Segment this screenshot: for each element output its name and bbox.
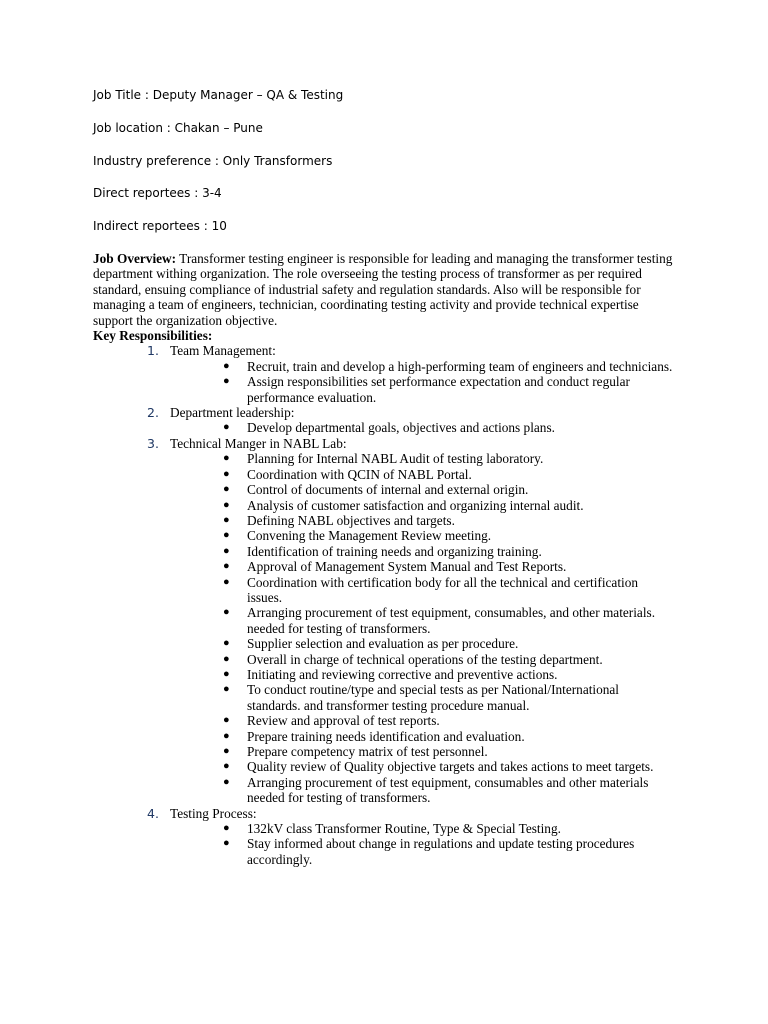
bullet-icon: ● (223, 760, 230, 773)
bullet-icon: ● (223, 837, 230, 850)
job-title: Job Title : Deputy Manager – QA & Testing (93, 88, 344, 102)
bullet-icon: ● (223, 606, 230, 619)
section-title: Department leadership: (170, 405, 295, 421)
list-item-text: Control of documents of internal and external origin. (247, 482, 529, 498)
list-item-text: Arranging procurement of test equipment, consumables, and other materials. needed for testing of transformers. (247, 605, 656, 636)
bullet-icon: ● (223, 529, 230, 542)
bullet-icon: ● (223, 822, 230, 835)
responsibility-section (93, 343, 673, 358)
list-item (223, 574, 673, 606)
list-item-text: To conduct routine/type and special tests as per National/International standards. and transformer testing procedure manual. (247, 682, 620, 713)
responsibility-section (93, 436, 673, 451)
bullet-icon: ● (223, 375, 230, 388)
job-overview (93, 251, 673, 328)
list-item (223, 713, 673, 729)
bullet-icon: ● (223, 575, 230, 588)
bullet-icon: ● (223, 544, 230, 557)
responsibility-section (93, 405, 673, 420)
bullet-icon: ● (223, 560, 230, 573)
list-item-text: Convening the Management Review meeting. (247, 528, 492, 544)
list-item (223, 605, 673, 636)
list-item (223, 774, 673, 806)
section-title: Team Management: (170, 343, 276, 359)
job-overview-label: Job Overview: (93, 251, 177, 266)
list-item-text: Arranging procurement of test equipment, consumables and other materials needed for testing of transformers. (247, 774, 649, 806)
list-item-text: Defining NABL objectives and targets. (247, 512, 455, 528)
list-item (223, 374, 673, 405)
bullet-icon: ● (223, 513, 230, 526)
list-item-text: Coordination with QCIN of NABL Portal. (247, 466, 472, 482)
bullet-list (93, 359, 673, 405)
list-item (223, 682, 673, 713)
list-item (223, 559, 673, 575)
document-body (93, 251, 673, 867)
list-item (223, 482, 673, 498)
bullet-icon: ● (223, 729, 230, 742)
responsibility-section (93, 806, 673, 821)
section-number: 4. (147, 805, 159, 821)
bullet-icon: ● (223, 359, 230, 372)
list-item (223, 651, 673, 667)
list-item-text: Prepare competency matrix of test personnel. (247, 744, 488, 759)
list-item (223, 821, 673, 837)
responsibility-sections (93, 343, 673, 867)
list-item-text: Recruit, train and develop a high-performing team of engineers and technicians. (247, 358, 673, 374)
bullet-icon: ● (223, 498, 230, 511)
section-number: 1. (147, 343, 159, 359)
list-item (223, 543, 673, 559)
list-item-text: Develop departmental goals, objectives and actions plans. (247, 420, 555, 436)
list-item (223, 451, 673, 467)
list-item (223, 636, 673, 652)
bullet-icon: ● (223, 667, 230, 680)
list-item-text: Quality review of Quality objective targets and takes actions to meet targets. (247, 759, 654, 775)
list-item-text: Assign responsibilities set performance expectation and conduct regular performance evaluation. (247, 374, 630, 405)
indirect-reportees: Indirect reportees : 10 (93, 219, 227, 233)
list-item-text: Analysis of customer satisfaction and organizing internal audit. (247, 497, 584, 513)
list-item (223, 420, 673, 436)
list-item (223, 497, 673, 513)
bullet-icon: ● (223, 483, 230, 496)
section-number: 2. (147, 405, 159, 421)
direct-reportees: Direct reportees : 3-4 (93, 186, 222, 200)
bullet-icon: ● (223, 637, 230, 650)
industry-preference: Industry preference : Only Transformers (93, 154, 333, 168)
job-location: Job location : Chakan – Pune (93, 121, 263, 135)
bullet-icon: ● (223, 421, 230, 434)
bullet-list (93, 821, 673, 867)
list-item (223, 466, 673, 482)
list-item-text: Coordination with certification body for all the technical and certification issues. (247, 574, 639, 605)
key-responsibilities-heading: Key Responsibilities: (93, 328, 213, 344)
bullet-icon: ● (223, 467, 230, 480)
list-item (223, 528, 673, 544)
bullet-icon: ● (223, 714, 230, 727)
list-item (223, 666, 673, 682)
bullet-icon: ● (223, 452, 230, 465)
bullet-list (93, 451, 673, 805)
list-item-text: Planning for Internal NABL Audit of testing laboratory. (247, 451, 544, 467)
list-item-text: Approval of Management System Manual and Test Reports. (247, 559, 567, 575)
bullet-icon: ● (223, 745, 230, 757)
list-item-text: Initiating and reviewing corrective and preventive actions. (247, 666, 558, 682)
list-item-text: Overall in charge of technical operations of the testing department. (247, 651, 603, 667)
list-item (223, 512, 673, 528)
bullet-icon: ● (223, 683, 230, 696)
list-item-text: Prepare training needs identification and evaluation. (247, 728, 525, 744)
bullet-icon: ● (223, 775, 230, 788)
section-title: Technical Manger in NABL Lab: (170, 435, 347, 451)
list-item-text: Supplier selection and evaluation as per procedure. (247, 636, 519, 652)
list-item (223, 759, 673, 775)
list-item (223, 358, 673, 374)
list-item-text: Review and approval of test reports. (247, 713, 440, 729)
list-item (223, 744, 673, 759)
section-number: 3. (147, 435, 159, 451)
list-item (223, 728, 673, 744)
list-item-text: Identification of training needs and organizing training. (247, 543, 542, 559)
section-title: Testing Process: (170, 805, 257, 821)
list-item-text: 132kV class Transformer Routine, Type & Special Testing. (247, 821, 561, 837)
bullet-icon: ● (223, 652, 230, 665)
bullet-list (93, 420, 673, 435)
job-overview-text: Transformer testing engineer is responsible for leading and managing the transformer testing department withing organization. The role overseeing the testing process of transformer as per required standard, ensuing compliance of industrial safety and regulation standards. Also will be responsible for managing a team of engineers, technician, coordinating testing activity and provide technical expertise support the organization objective. (93, 251, 673, 328)
list-item (223, 836, 673, 867)
list-item-text: Stay informed about change in regulations and update testing procedures accordingly. (247, 836, 635, 867)
